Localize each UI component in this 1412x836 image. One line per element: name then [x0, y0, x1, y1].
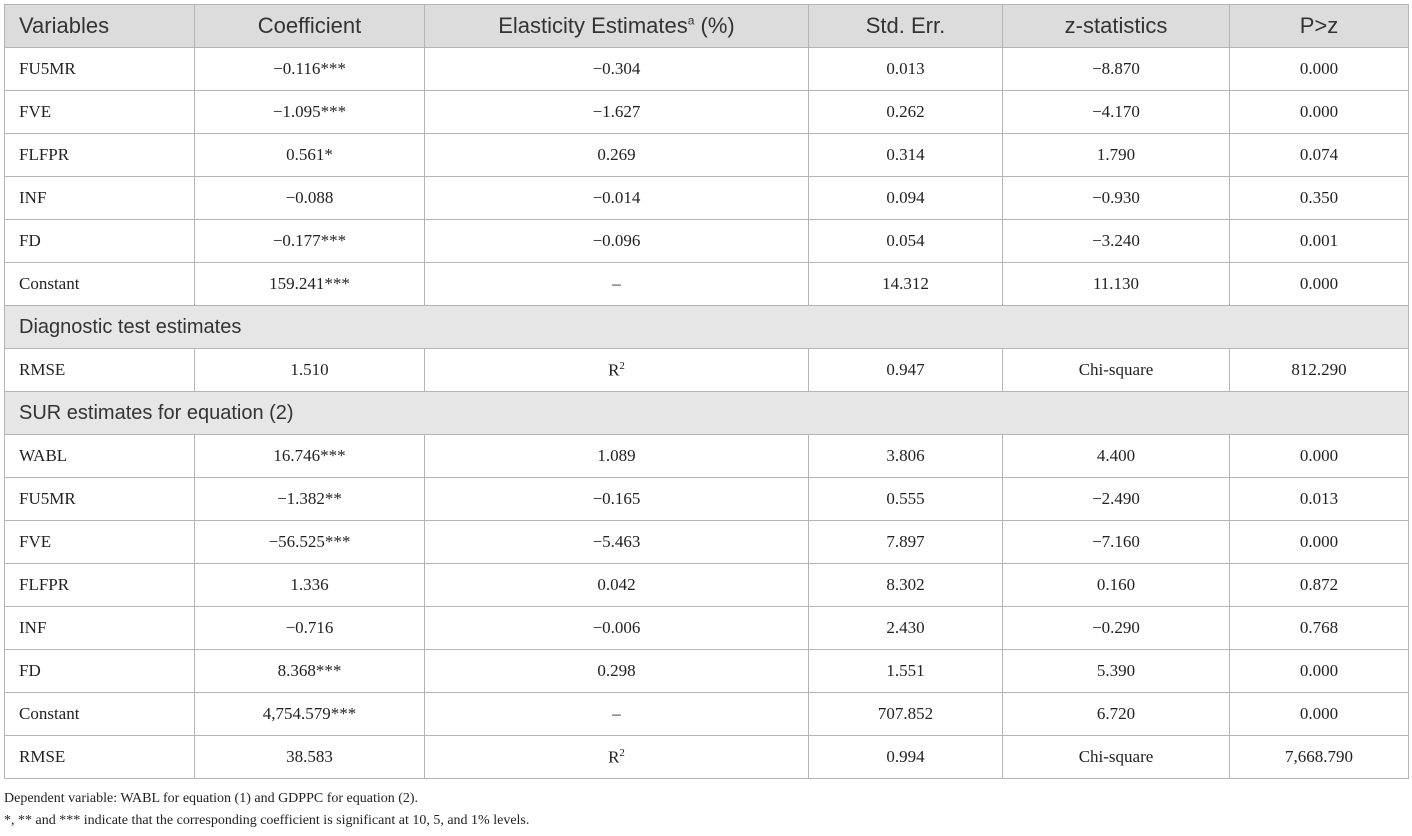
header-variables: Variables: [5, 5, 195, 48]
cell-variable: FD: [5, 650, 195, 693]
header-coefficient: Coefficient: [195, 5, 425, 48]
cell-coefficient: 16.746***: [195, 435, 425, 478]
cell-variable: FD: [5, 220, 195, 263]
header-p-value: P>z: [1230, 5, 1409, 48]
cell-std-err: 7.897: [809, 521, 1003, 564]
cell-coefficient: −0.177***: [195, 220, 425, 263]
table-row: [5, 521, 1409, 564]
cell-std-err: 1.551: [809, 650, 1003, 693]
cell-r2-label: [425, 736, 809, 779]
table-header: [5, 5, 1409, 48]
cell-p: 0.000: [1230, 693, 1409, 736]
cell-std-err: 14.312: [809, 263, 1003, 306]
cell-p: 0.074: [1230, 134, 1409, 177]
cell-z: −4.170: [1003, 91, 1230, 134]
section-row-sur: [5, 392, 1409, 435]
cell-coefficient: 1.336: [195, 564, 425, 607]
header-elasticity-text: Elasticity Estimates: [498, 13, 688, 38]
header-elasticity: [425, 5, 809, 48]
cell-p: 0.000: [1230, 521, 1409, 564]
cell-variable: FVE: [5, 91, 195, 134]
table-row: [5, 48, 1409, 91]
header-std-err: Std. Err.: [809, 5, 1003, 48]
note-significance: *, ** and *** indicate that the corresponding coefficient is significant at 10, 5, and 1% levels.: [4, 813, 530, 828]
cell-elasticity: −1.627: [425, 91, 809, 134]
regression-table-container: [4, 4, 1408, 779]
cell-std-err: 2.430: [809, 607, 1003, 650]
cell-z: 11.130: [1003, 263, 1230, 306]
cell-elasticity: −0.096: [425, 220, 809, 263]
cell-coefficient: −0.088: [195, 177, 425, 220]
cell-coefficient: 159.241***: [195, 263, 425, 306]
cell-variable: FVE: [5, 521, 195, 564]
table-row: [5, 220, 1409, 263]
table-notes: [4, 788, 1408, 832]
table-body: [5, 48, 1409, 779]
cell-elasticity: 0.042: [425, 564, 809, 607]
cell-std-err: 0.013: [809, 48, 1003, 91]
cell-variable: Constant: [5, 263, 195, 306]
cell-coefficient: −0.716: [195, 607, 425, 650]
note-dependent-variable: Dependent variable: WABL for equation (1) and GDPPC for equation (2).: [4, 791, 419, 806]
cell-elasticity: 0.298: [425, 650, 809, 693]
cell-p: 0.000: [1230, 435, 1409, 478]
cell-variable: FLFPR: [5, 564, 195, 607]
cell-variable: INF: [5, 177, 195, 220]
cell-z: −2.490: [1003, 478, 1230, 521]
header-z-stat: z-statistics: [1003, 5, 1230, 48]
cell-elasticity: –: [425, 263, 809, 306]
cell-z: 4.400: [1003, 435, 1230, 478]
cell-elasticity: −5.463: [425, 521, 809, 564]
r2-label-sup: 2: [619, 359, 625, 372]
cell-z: −0.290: [1003, 607, 1230, 650]
table-row: [5, 177, 1409, 220]
cell-variable: WABL: [5, 435, 195, 478]
cell-std-err: 0.054: [809, 220, 1003, 263]
cell-std-err: 707.852: [809, 693, 1003, 736]
cell-z: 5.390: [1003, 650, 1230, 693]
header-elasticity-sup: a: [687, 13, 695, 28]
cell-z: −3.240: [1003, 220, 1230, 263]
r2-label-sup: 2: [619, 746, 625, 759]
cell-variable: Constant: [5, 693, 195, 736]
cell-z: −7.160: [1003, 521, 1230, 564]
cell-chi-label: Chi-square: [1003, 349, 1230, 392]
table-row: [5, 435, 1409, 478]
cell-coefficient: 8.368***: [195, 650, 425, 693]
cell-elasticity: −0.014: [425, 177, 809, 220]
header-elasticity-unit: (%): [694, 13, 735, 38]
section-row-diagnostic: [5, 306, 1409, 349]
cell-z: −8.870: [1003, 48, 1230, 91]
cell-r2-value: 0.994: [809, 736, 1003, 779]
cell-coefficient: 0.561*: [195, 134, 425, 177]
cell-r2-label: [425, 349, 809, 392]
cell-std-err: 0.094: [809, 177, 1003, 220]
regression-table: [4, 4, 1409, 779]
cell-p: 0.000: [1230, 48, 1409, 91]
r2-label-text: R: [608, 360, 620, 380]
cell-p: 0.013: [1230, 478, 1409, 521]
cell-elasticity: 0.269: [425, 134, 809, 177]
table-row: [5, 564, 1409, 607]
cell-z: 1.790: [1003, 134, 1230, 177]
cell-std-err: 0.314: [809, 134, 1003, 177]
section-title-diagnostic: Diagnostic test estimates: [5, 306, 1409, 349]
cell-p: 0.000: [1230, 650, 1409, 693]
cell-coefficient: −1.382**: [195, 478, 425, 521]
cell-elasticity: 1.089: [425, 435, 809, 478]
diagnostic-row: [5, 736, 1409, 779]
cell-p: 0.000: [1230, 263, 1409, 306]
cell-std-err: 3.806: [809, 435, 1003, 478]
cell-rmse-value: 38.583: [195, 736, 425, 779]
table-row: [5, 134, 1409, 177]
diagnostic-row: [5, 349, 1409, 392]
table-row: [5, 650, 1409, 693]
cell-chi-label: Chi-square: [1003, 736, 1230, 779]
cell-p: 0.000: [1230, 91, 1409, 134]
cell-r2-value: 0.947: [809, 349, 1003, 392]
cell-chi-value: 7,668.790: [1230, 736, 1409, 779]
cell-rmse-label: RMSE: [5, 349, 195, 392]
cell-variable: FLFPR: [5, 134, 195, 177]
cell-coefficient: −56.525***: [195, 521, 425, 564]
cell-p: 0.872: [1230, 564, 1409, 607]
cell-elasticity: −0.165: [425, 478, 809, 521]
table-row: [5, 607, 1409, 650]
cell-p: 0.001: [1230, 220, 1409, 263]
r2-label-text: R: [608, 747, 620, 767]
cell-std-err: 8.302: [809, 564, 1003, 607]
cell-p: 0.350: [1230, 177, 1409, 220]
cell-chi-value: 812.290: [1230, 349, 1409, 392]
cell-rmse-label: RMSE: [5, 736, 195, 779]
cell-variable: FU5MR: [5, 478, 195, 521]
cell-std-err: 0.262: [809, 91, 1003, 134]
cell-coefficient: −0.116***: [195, 48, 425, 91]
cell-std-err: 0.555: [809, 478, 1003, 521]
table-row: [5, 91, 1409, 134]
cell-rmse-value: 1.510: [195, 349, 425, 392]
table-row: [5, 478, 1409, 521]
section-title-sur: SUR estimates for equation (2): [5, 392, 1409, 435]
header-row: [5, 5, 1409, 48]
cell-z: 6.720: [1003, 693, 1230, 736]
cell-coefficient: −1.095***: [195, 91, 425, 134]
cell-coefficient: 4,754.579***: [195, 693, 425, 736]
cell-elasticity: −0.304: [425, 48, 809, 91]
cell-variable: FU5MR: [5, 48, 195, 91]
cell-p: 0.768: [1230, 607, 1409, 650]
cell-elasticity: –: [425, 693, 809, 736]
table-row: [5, 263, 1409, 306]
cell-z: −0.930: [1003, 177, 1230, 220]
cell-elasticity: −0.006: [425, 607, 809, 650]
table-row: [5, 693, 1409, 736]
cell-z: 0.160: [1003, 564, 1230, 607]
cell-variable: INF: [5, 607, 195, 650]
